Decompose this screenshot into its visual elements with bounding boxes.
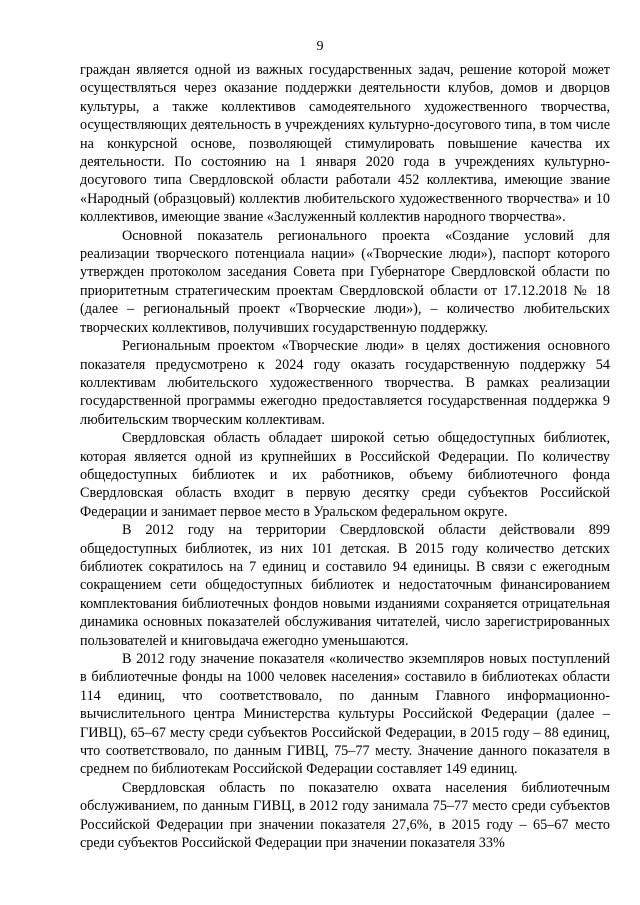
paragraph: В 2012 году значение показателя «количество экземпляров новых поступлений в библиотечные фонды на 1000 человек населения» составило в библиотеках области 114 единиц, что соответствовало, по данным Главного информационно-вычислительного центра Министерства культуры Российской Федерации (далее – ГИВЦ), 65–67 месту среди субъектов Российской Федерации, в 2015 году – 88 единиц, что соответствовало, по данным ГИВЦ, 75–77 месту. Значение данного показателя в среднем по библиотекам Российской Федерации составляет 149 единиц. [80,651,610,778]
paragraph-continuation: граждан является одной из важных государственных задач, решение которой может осуществляться через оказание поддержки деятельности клубов, домов и дворцов культуры, а также коллективов самодеятельного художественного творчества, осуществляющих деятельность в учреждениях культурно-досугового типа, в том числе на конкурсной основе, позволяющей стимулировать повышение качества их деятельности. По состоянию на 1 января 2020 года в учреждениях культурно-досугового типа Свердловской области работали 452 коллектива, имеющие звание «Народный (образцовый) коллектив любительского художественного творчества» и 10 коллективов, имеющие звание «Заслуженный коллектив народного творчества». [80,62,610,226]
paragraph: Свердловская область по показателю охвата населения библиотечным обслуживанием, по данным ГИВЦ, в 2012 году занимала 75–77 место среди субъектов Российской Федерации при значении показателя 27,6%, в 2015 году – 65–67 место среди субъектов Российской Федерации при значении показателя 33% [80,779,610,852]
page-number: 9 [316,39,324,54]
paragraph: Основной показатель регионального проекта «Создание условий для реализации творческого потенциала нации» («Творческие люди»), паспорт которого утвержден протоколом заседания Совета при Губернаторе Свердловской области по приоритетным стратегическим проектам Свердловской области от 17.12.2018 № 18 (далее – региональный проект «Творческие люди»), – количество любительских творческих коллективов, получивших государственную поддержку. [80,227,610,336]
paragraph: Региональным проектом «Творческие люди» в целях достижения основного показателя предусмотрено к 2024 году оказать государственную поддержку 54 коллективам любительского художественного творчества. В рамках реализации государственной программы ежегодно предоставляется государственная поддержка 9 любительским творческим коллективам. [80,338,610,428]
paragraph: В 2012 году на территории Свердловской области действовали 899 общедоступных библиотек, из них 101 детская. В 2015 году количество детских библиотек сократилось на 7 единиц и составило 94 единицы. В связи с ежегодным сокращением сети общедоступных библиотек и недостаточным финансированием комплектования библиотечных фондов новыми изданиями сохраняется отрицательная динамика основных показателей обслуживания читателей, число зарегистрированных пользователей и книговыдача ежегодно уменьшаются. [80,522,610,649]
paragraph: Свердловская область обладает широкой сетью общедоступных библиотек, которая является одной из крупнейших в Российской Федерации. По количеству общедоступных библиотек и их работников, объему библиотечного фонда Свердловская область входит в первую десятку среди субъектов Российской Федерации и занимает первое место в Уральском федеральном округе. [80,430,610,520]
document-body [80,61,610,852]
